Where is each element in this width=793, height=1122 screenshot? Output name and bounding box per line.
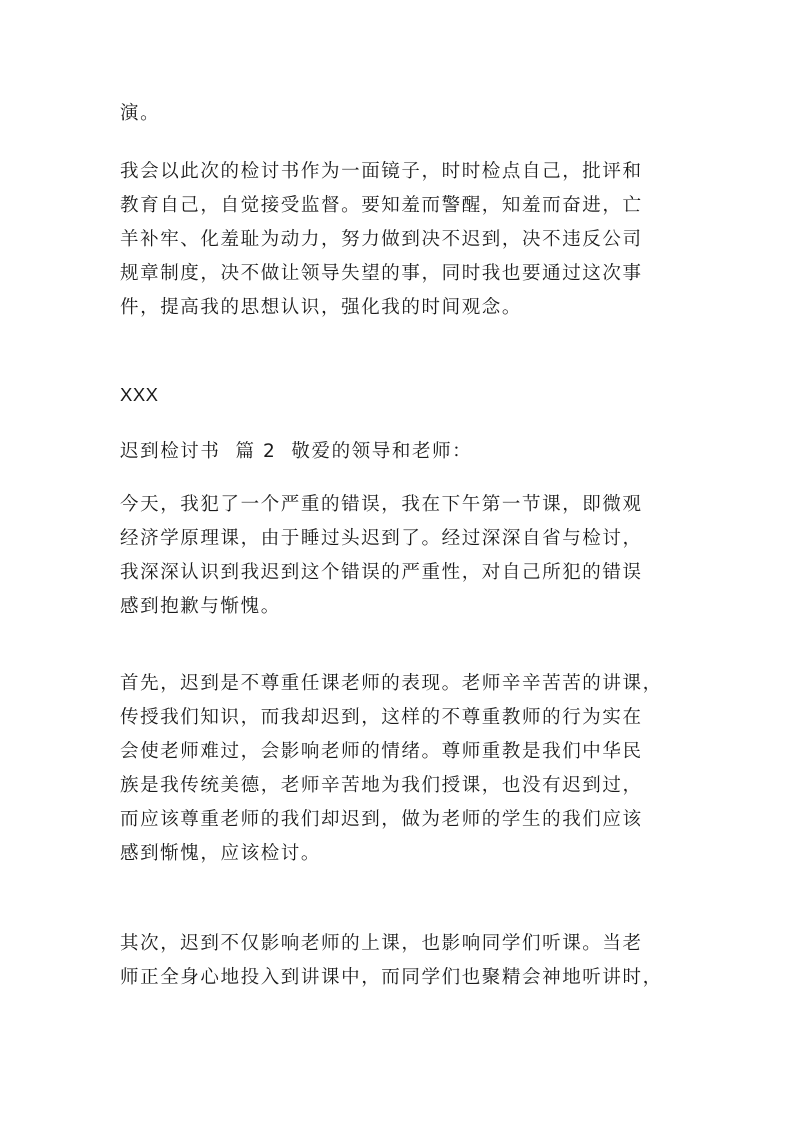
text-line: 件，提高我的思想认识，强化我的时间观念。 (120, 297, 523, 318)
text-line: 其次，迟到不仅影响老师的上课，也影响同学们听课。当老 (120, 933, 643, 954)
text-line: 规章制度，决不做让领导失望的事，同时我也要通过这次事 (120, 263, 643, 284)
text-line: 感到抱歉与惭愧。 (120, 596, 281, 617)
paragraph-heading (120, 435, 680, 469)
text-line: 师正全身心地投入到讲课中，而同学们也聚精会神地听讲时， (120, 967, 663, 988)
paragraph-first (120, 667, 680, 871)
text-line: 族是我传统美德，老师辛苦地为我们授课，也没有迟到过， (120, 775, 643, 796)
text-line: 羊补牢、化羞耻为动力，努力做到决不迟到，决不违反公司 (120, 229, 643, 250)
text-line: 教育自己，自觉接受监督。要知羞而警醒，知羞而奋进，亡 (120, 195, 643, 216)
text-line: 我会以此次的检讨书作为一面镜子，时时检点自己，批评和 (120, 161, 643, 182)
text-line: 我深深认识到我迟到这个错误的严重性，对自己所犯的错误 (120, 562, 643, 583)
text-line: 感到惭愧，应该检讨。 (120, 843, 322, 864)
paragraph-continuation (120, 97, 680, 131)
paragraph-today (120, 488, 680, 624)
text-line: 首先，迟到是不尊重任课老师的表现。老师辛辛苦苦的讲课， (120, 673, 663, 694)
section-heading: 迟到检讨书 篇 2 敬爱的领导和老师： (120, 441, 473, 462)
text-line: 会使老师难过，会影响老师的情绪。尊师重教是我们中华民 (120, 741, 643, 762)
text-line: 今天，我犯了一个严重的错误，我在下午第一节课，即微观 (120, 494, 643, 515)
text-line: 传授我们知识，而我却迟到，这样的不尊重教师的行为实在 (120, 707, 643, 728)
text-line: 演。 (120, 103, 161, 124)
paragraph-signature (120, 378, 680, 412)
text-line: 经济学原理课，由于睡过头迟到了。经过深深自省与检讨， (120, 528, 643, 549)
signature-text: XXX (120, 384, 159, 405)
text-line: 而应该尊重老师的我们却迟到，做为老师的学生的我们应该 (120, 809, 643, 830)
paragraph-second (120, 927, 680, 995)
paragraph-mirror (120, 155, 680, 325)
